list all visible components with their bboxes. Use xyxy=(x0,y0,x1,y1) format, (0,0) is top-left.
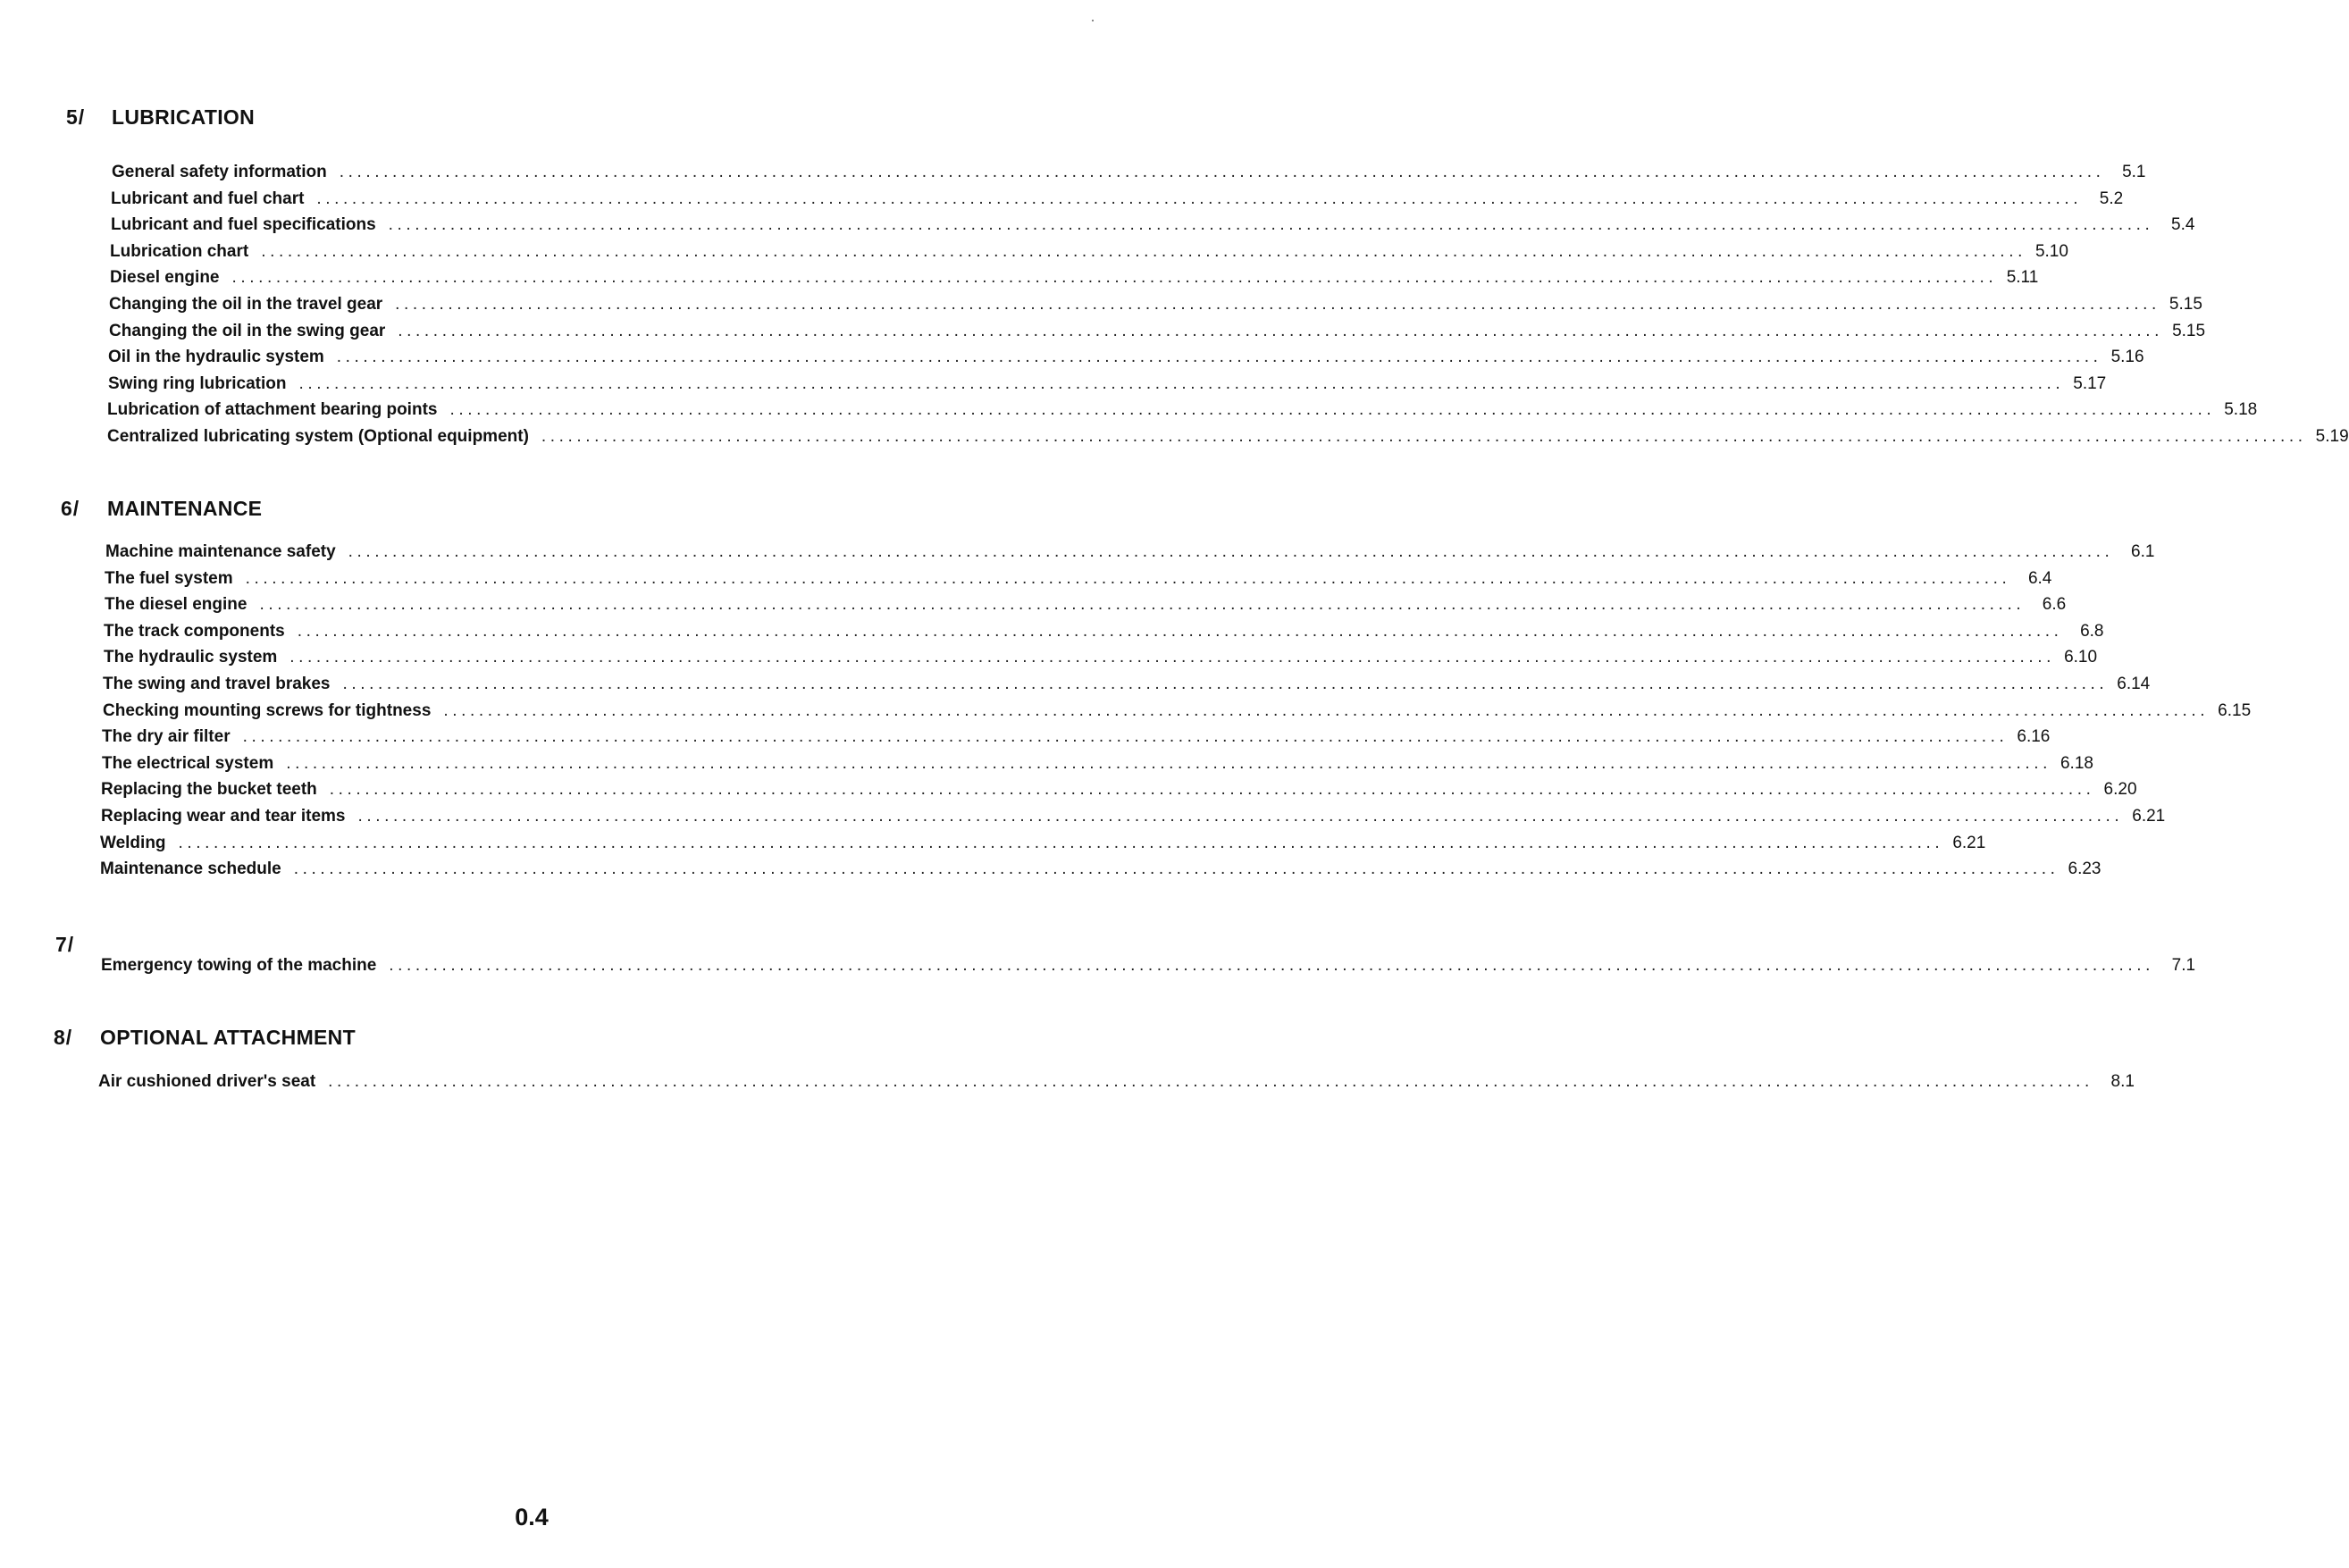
toc-entry-page: 6.16 xyxy=(2017,727,2051,746)
toc-entry-page: 5.15 xyxy=(2172,322,2206,340)
toc-entry-label: Lubricant and fuel specifications xyxy=(111,215,376,234)
dot-leader: ........................................................................................................................................................................................................ xyxy=(398,322,2164,340)
toc-entry xyxy=(105,569,2052,595)
section-number: 7/ xyxy=(55,933,75,956)
toc-entry xyxy=(107,427,2349,453)
toc-entry xyxy=(103,701,2252,727)
toc-entry-label: Replacing wear and tear items xyxy=(101,807,346,826)
toc-entry-label: The electrical system xyxy=(102,754,274,773)
toc-entry-page: 6.14 xyxy=(2117,675,2151,693)
dot-leader: ........................................................................................................................................................................................................ xyxy=(289,648,2056,667)
toc-entry-page: 6.8 xyxy=(2080,622,2104,641)
toc-entry-label: Centralized lubricating system (Optional equipment) xyxy=(107,427,529,446)
toc-entry-label: The dry air filter xyxy=(102,727,231,746)
toc-entry xyxy=(103,675,2151,700)
toc-entry-label: Diesel engine xyxy=(110,268,220,287)
toc-entry-label: Maintenance schedule xyxy=(100,859,281,878)
toc-entry-label: Welding xyxy=(100,834,166,852)
toc-entry-page: 6.18 xyxy=(2060,754,2093,773)
toc-entry-label: Replacing the bucket teeth xyxy=(101,780,317,799)
toc-entry xyxy=(109,295,2202,321)
toc-entry-page: 5.10 xyxy=(2034,242,2068,261)
toc-entry-label: Swing ring lubrication xyxy=(108,374,287,393)
dot-leader: ........................................................................................................................................................................................................ xyxy=(178,834,1944,852)
section-title: MAINTENANCE xyxy=(107,497,263,520)
section-heading xyxy=(0,105,1108,141)
dot-leader: ........................................................................................................................................................................................................ xyxy=(395,295,2160,314)
toc-entry-page: 6.23 xyxy=(2068,859,2102,878)
toc-entry xyxy=(112,163,2146,189)
toc-entry-label: General safety information xyxy=(112,163,327,181)
dot-leader: ........................................................................................................................................................................................................ xyxy=(342,675,2109,693)
dot-leader: ........................................................................................................................................................................................................ xyxy=(339,163,2105,181)
dot-leader: ........................................................................................................................................................................................................ xyxy=(293,859,2060,878)
dot-leader: ........................................................................................................................................................................................................ xyxy=(328,1072,2093,1091)
toc-entry-label: Lubrication of attachment bearing points xyxy=(107,400,438,419)
dot-leader: ........................................................................................................................................................................................................ xyxy=(259,595,2026,614)
scan-speck xyxy=(1092,20,1094,21)
toc-entry xyxy=(101,956,2196,982)
toc-section-8 xyxy=(0,1026,1108,1061)
toc-entry xyxy=(98,1072,2135,1098)
toc-entry-page: 5.18 xyxy=(2224,400,2258,419)
toc-entry-page: 6.21 xyxy=(2132,807,2166,826)
toc-entry-page: 7.1 xyxy=(2171,956,2196,975)
toc-entry-page: 5.11 xyxy=(2006,268,2039,287)
dot-leader: ........................................................................................................................................................................................................ xyxy=(286,754,2051,773)
toc-entry-label: Checking mounting screws for tightness xyxy=(103,701,432,720)
toc-entry-page: 5.19 xyxy=(2315,427,2349,446)
toc-entry xyxy=(110,268,2039,294)
toc-entry xyxy=(102,727,2051,753)
toc-entry-label: Emergency towing of the machine xyxy=(101,956,377,975)
toc-entry-page: 5.17 xyxy=(2073,374,2107,393)
toc-entry-label: Oil in the hydraulic system xyxy=(108,348,324,366)
section-number: 5/ xyxy=(66,105,86,129)
section-heading xyxy=(0,1026,1108,1061)
toc-entry xyxy=(108,374,2107,400)
section-title: LUBRICATION xyxy=(112,105,256,129)
dot-leader: ........................................................................................................................................................................................................ xyxy=(388,215,2154,234)
toc-entry-label: Changing the oil in the swing gear xyxy=(109,322,386,340)
toc-entry-page: 8.1 xyxy=(2110,1072,2135,1091)
toc-entry-label: The diesel engine xyxy=(105,595,247,614)
toc-entry-label: Machine maintenance safety xyxy=(105,542,336,561)
toc-entry xyxy=(110,242,2068,268)
section-number: 8/ xyxy=(54,1026,73,1049)
toc-entry xyxy=(108,348,2144,373)
toc-entry-label: The track components xyxy=(104,622,285,641)
toc-entry-page: 6.1 xyxy=(2131,542,2155,561)
toc-entry-label: Changing the oil in the travel gear xyxy=(109,295,383,314)
dot-leader: ........................................................................................................................................................................................................ xyxy=(242,727,2009,746)
toc-entry xyxy=(111,215,2195,241)
toc-entry-label: Lubricant and fuel chart xyxy=(111,189,305,208)
dot-leader: ........................................................................................................................................................................................................ xyxy=(245,569,2011,588)
toc-entry xyxy=(104,622,2104,648)
toc-entry-page: 6.15 xyxy=(2218,701,2252,720)
toc-entry-label: Lubrication chart xyxy=(110,242,249,261)
dot-leader: ........................................................................................................................................................................................................ xyxy=(316,189,2083,208)
toc-entry-label: The swing and travel brakes xyxy=(103,675,331,693)
toc-entry-page: 6.4 xyxy=(2027,569,2052,588)
section-title: OPTIONAL ATTACHMENT xyxy=(100,1026,356,1049)
toc-section-6 xyxy=(0,497,1108,532)
dot-leader: ........................................................................................................................................................................................................ xyxy=(336,348,2102,366)
toc-entry-label: The hydraulic system xyxy=(104,648,278,667)
toc-entry-page: 6.21 xyxy=(1952,834,1986,852)
toc-entry-label: The fuel system xyxy=(105,569,233,588)
dot-leader: ........................................................................................................................................................................................................ xyxy=(297,622,2063,641)
section-heading xyxy=(0,497,1108,532)
toc-entry-page: 5.1 xyxy=(2122,163,2146,181)
page-number: 0.4 xyxy=(515,1504,549,1530)
toc-entry-page: 6.6 xyxy=(2042,595,2067,614)
toc-entry xyxy=(109,322,2206,348)
toc-entry xyxy=(100,859,2102,885)
dot-leader: ........................................................................................................................................................................................................ xyxy=(348,542,2114,561)
dot-leader: ........................................................................................................................................................................................................ xyxy=(541,427,2307,446)
toc-entry-page: 6.20 xyxy=(2103,780,2137,799)
dot-leader: ........................................................................................................................................................................................................ xyxy=(329,780,2095,799)
toc-entry-label: Air cushioned driver's seat xyxy=(98,1072,316,1091)
toc-entry xyxy=(104,648,2098,674)
toc-entry xyxy=(102,754,2093,780)
toc-entry-page: 6.10 xyxy=(2064,648,2098,667)
dot-leader: ........................................................................................................................................................................................................ xyxy=(298,374,2065,393)
toc-entry xyxy=(101,807,2166,833)
dot-leader: ........................................................................................................................................................................................................ xyxy=(357,807,2124,826)
toc-entry-page: 5.15 xyxy=(2169,295,2202,314)
toc-entry xyxy=(111,189,2124,215)
toc-entry-page: 5.4 xyxy=(2171,215,2195,234)
toc-entry xyxy=(100,834,1986,859)
dot-leader: ........................................................................................................................................................................................................ xyxy=(443,701,2210,720)
toc-entry-page: 5.2 xyxy=(2099,189,2124,208)
toc-entry xyxy=(107,400,2258,426)
dot-leader: ........................................................................................................................................................................................................ xyxy=(449,400,2216,419)
toc-entry xyxy=(105,542,2155,568)
toc-entry-page: 5.16 xyxy=(2110,348,2144,366)
dot-leader: ........................................................................................................................................................................................................ xyxy=(389,956,2155,975)
toc-section-5 xyxy=(0,105,1108,141)
toc-entry xyxy=(101,780,2137,806)
section-number: 6/ xyxy=(61,497,80,520)
dot-leader: ........................................................................................................................................................................................................ xyxy=(231,268,1998,287)
dot-leader: ........................................................................................................................................................................................................ xyxy=(261,242,2026,261)
toc-entry xyxy=(105,595,2067,621)
